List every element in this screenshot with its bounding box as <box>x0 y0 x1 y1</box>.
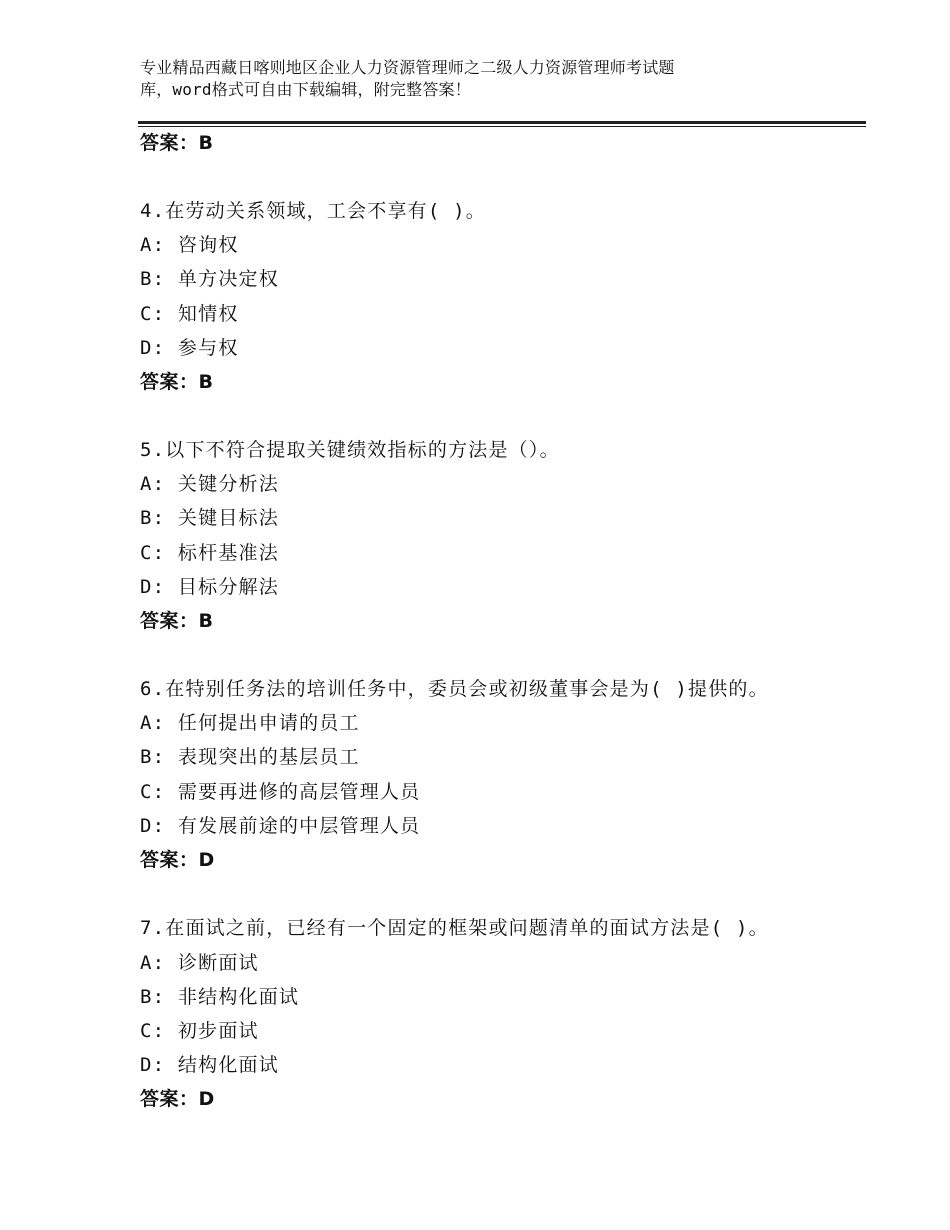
answer-line: 答案：D <box>140 1088 215 1110</box>
question-option: C: 知情权 <box>140 303 239 325</box>
question-option: C: 初步面试 <box>140 1020 259 1042</box>
question-option: A: 咨询权 <box>140 234 239 256</box>
question-option: A: 关键分析法 <box>140 473 279 495</box>
document-header <box>140 57 840 101</box>
question-stem: 6.在特别任务法的培训任务中，委员会或初级董事会是为( )提供的。 <box>140 678 769 700</box>
header-line-1: 专业精品西藏日喀则地区企业人力资源管理师之二级人力资源管理师考试题 <box>140 58 675 77</box>
answer-line: 答案：B <box>140 371 214 393</box>
question-stem: 7.在面试之前，已经有一个固定的框架或问题清单的面试方法是( )。 <box>140 917 769 939</box>
header-rule-thick <box>138 121 866 124</box>
header-rule-thin <box>138 126 866 127</box>
question-option: B: 非结构化面试 <box>140 986 300 1008</box>
question-option: D: 参与权 <box>140 337 239 359</box>
answer-line: 答案：B <box>140 610 214 632</box>
header-line-2: 库，word格式可自由下载编辑，附完整答案！ <box>140 80 471 99</box>
question-option: B: 表现突出的基层员工 <box>140 746 360 768</box>
question-option: D: 结构化面试 <box>140 1054 279 1076</box>
question-option: D: 有发展前途的中层管理人员 <box>140 815 421 837</box>
question-option: C: 标杆基准法 <box>140 542 279 564</box>
question-stem: 5.以下不符合提取关键绩效指标的方法是（）。 <box>140 439 560 461</box>
question-option: A: 任何提出申请的员工 <box>140 712 360 734</box>
question-option: B: 关键目标法 <box>140 507 279 529</box>
question-option: A: 诊断面试 <box>140 952 259 974</box>
answer-line: 答案：B <box>140 132 214 154</box>
question-stem: 4.在劳动关系领域，工会不享有( )。 <box>140 200 486 222</box>
answer-line: 答案：D <box>140 849 215 871</box>
question-option: B: 单方决定权 <box>140 268 279 290</box>
question-option: C: 需要再进修的高层管理人员 <box>140 781 421 803</box>
question-option: D: 目标分解法 <box>140 576 279 598</box>
